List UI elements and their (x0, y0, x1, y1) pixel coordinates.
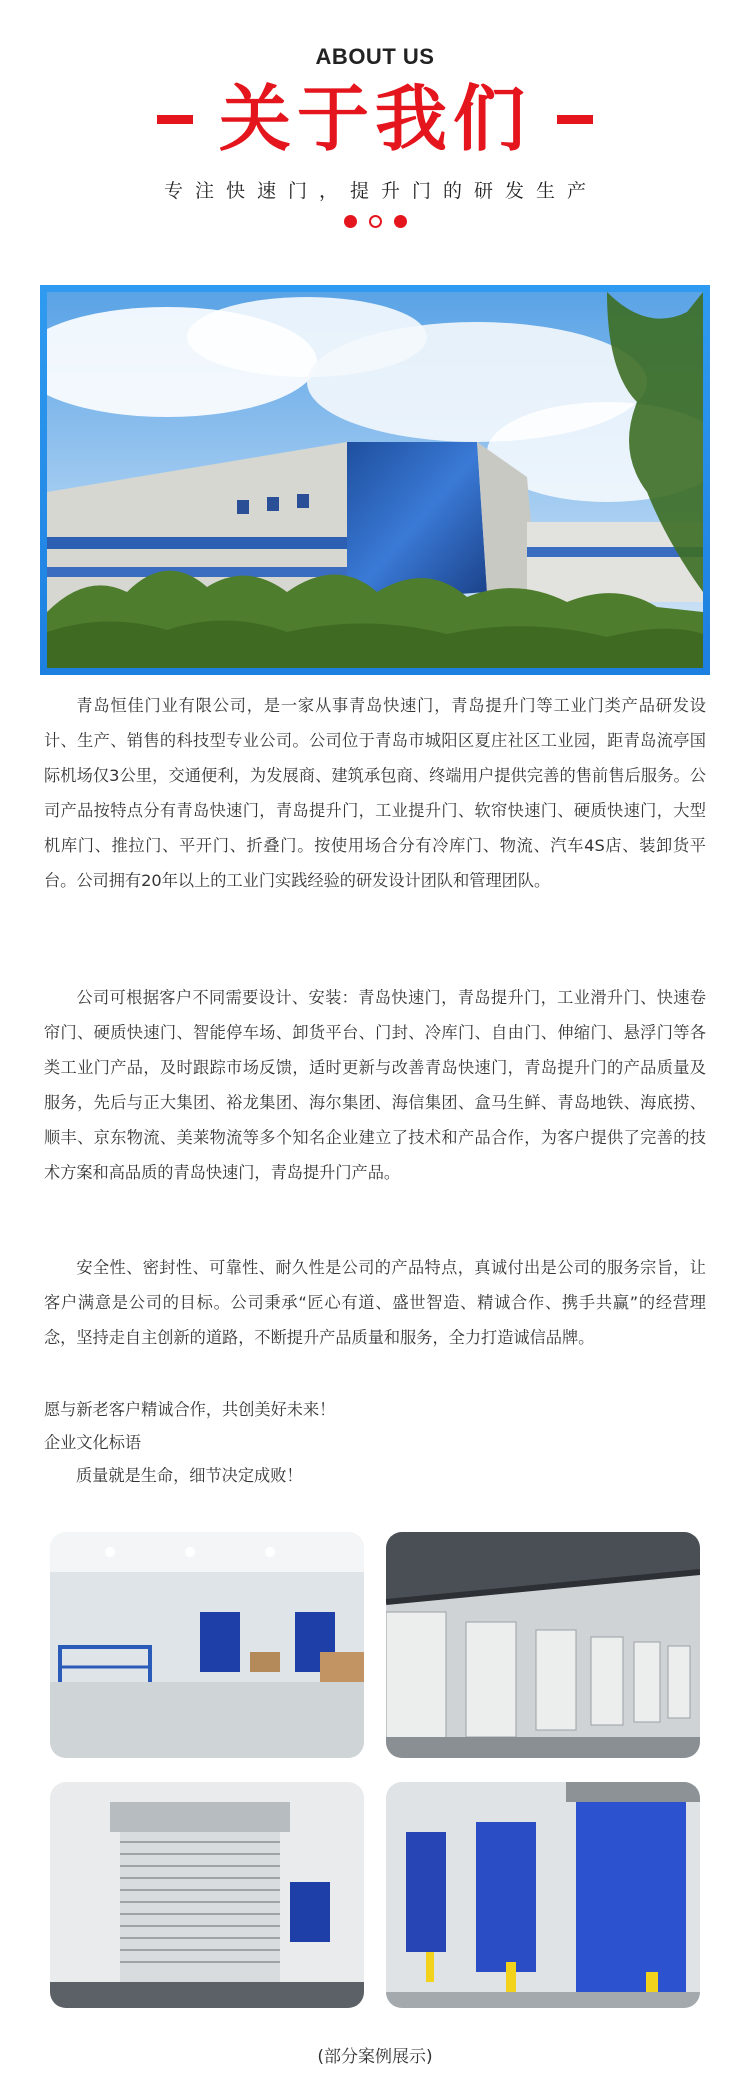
page-subtitle: 专注快速门，提升门的研发生产 (163, 180, 598, 202)
loading-dock-sectional-doors-photo (386, 1532, 700, 1758)
cold-storage-warehouse-photo (50, 1532, 364, 1758)
hero-image-frame (40, 285, 710, 675)
dot-icon (394, 215, 407, 228)
dot-icon (344, 215, 357, 228)
intro-paragraph-3: 安全性、密封性、可靠性、耐久性是公司的产品特点，真诚付出是公司的服务宗旨，让客户满意是公司的目标。公司秉承“匠心有道、盛世智造、精诚合作、携手共赢”的经营理念，坚持走自主创新的道路，不断提升产品质量和服务，全力打造诚信品牌。 (44, 1258, 706, 1347)
intro-paragraph-2: 公司可根据客户不同需要设计、安装：青岛快速门，青岛提升门，工业滑升门、快速卷帘门、硬质快速门、智能停车场、卸货平台、门封、冷库门、自由门、伸缩门、悬浮门等各类工业门产品，及时跟踪市场反馈，适时更新与改善青岛快速门，青岛提升门的产品质量及服务，先后与正大集团、裕龙集团、海尔集团、海信集团、盒马生鲜、青岛地铁、海底捞、顺丰、京东物流、美莱物流等多个知名企业建立了技术和产品合作，为客户提供了完善的技术方案和高品质的青岛快速门，青岛提升门产品。 (44, 988, 706, 1182)
spiral-high-speed-door-photo (50, 1782, 364, 2008)
blue-fast-roll-doors-photo (386, 1782, 700, 2008)
culture-heading: 企业文化标语 (44, 1433, 142, 1452)
dot-icon (369, 215, 382, 228)
intro-paragraph-1: 青岛恒佳门业有限公司，是一家从事青岛快速门，青岛提升门等工业门类产品研发设计、生产、销售的科技型专业公司。公司位于青岛市城阳区夏庄社区工业园，距青岛流亭国际机场仅3公里，交通便利，为发展商、建筑承包商、终端用户提供完善的售前售后服务。公司产品按特点分有青岛快速门，青岛提升门，工业提升门、软帘快速门、硬质快速门，大型机库门、推拉门、平开门、折叠门。按使用场合分有冷库门、物流、汽车4S店、装卸货平台。公司拥有20年以上的工业门实践经验的研发设计团队和管理团队。 (44, 696, 706, 890)
header-title-en: ABOUT US (315, 44, 435, 69)
header-title-row (0, 74, 750, 164)
title-dash-left (157, 115, 193, 124)
wish-line: 愿与新老客户精诚合作，共创美好未来！ (44, 1400, 336, 1419)
culture-slogan: 质量就是生命，细节决定成败！ (76, 1466, 303, 1485)
decorative-dots (0, 215, 750, 228)
factory-building-photo (47, 292, 703, 668)
title-dash-right (557, 115, 593, 124)
page-title: 关于我们 (218, 77, 531, 161)
gallery-caption: (部分案例展示) (317, 2047, 433, 2067)
